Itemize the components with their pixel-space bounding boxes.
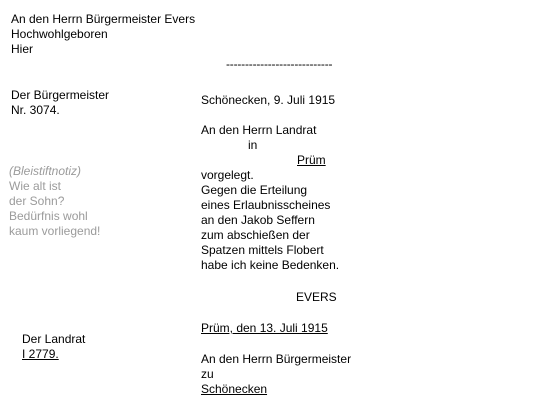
letter-body-line: eines Erlaubnisscheines [201, 198, 331, 212]
sender-office: Der Bürgermeister [11, 88, 110, 102]
letter-signature: EVERS [296, 290, 337, 304]
letter-recipient-in: in [248, 138, 258, 152]
header-addressee: An den Herrn Bürgermeister Evers [11, 12, 196, 26]
reply-place-date: Prüm, den 13. Juli 1915 [201, 321, 328, 335]
header-location: Hier [11, 42, 34, 56]
reply-recipient: An den Herrn Bürgermeister [201, 352, 352, 366]
letter-recipient-place: Prüm [297, 153, 326, 167]
letter-place-date: Schönecken, 9. Juli 1915 [201, 93, 336, 107]
pencil-note-line: der Sohn? [9, 194, 65, 208]
reply-recipient-zu: zu [201, 367, 214, 381]
header-divider: ---------------------------- [226, 57, 333, 71]
letter-recipient: An den Herrn Landrat [201, 123, 317, 137]
pencil-note-label: (Bleistiftnotiz) [9, 164, 82, 178]
landrat-office: Der Landrat [22, 332, 86, 346]
letter-body-line: vorgelegt. [201, 168, 254, 182]
pencil-note-line: Wie alt ist [9, 179, 62, 193]
letter-body-line: habe ich keine Bedenken. [201, 258, 340, 272]
reply-recipient-place: Schönecken [201, 382, 268, 396]
letter-body-line: Gegen die Erteilung [201, 183, 308, 197]
landrat-number: I 2779. [22, 347, 59, 361]
sender-number: Nr. 3074. [11, 103, 60, 117]
letter-body-line: zum abschießen der [201, 228, 310, 242]
letter-body-line: Spatzen mittels Flobert [201, 243, 324, 257]
letter-body-line: an den Jakob Seffern [201, 213, 315, 227]
pencil-note-line: Bedürfnis wohl [9, 209, 88, 223]
pencil-note-line: kaum vorliegend! [9, 224, 101, 238]
header-honorific: Hochwohlgeboren [11, 27, 108, 41]
